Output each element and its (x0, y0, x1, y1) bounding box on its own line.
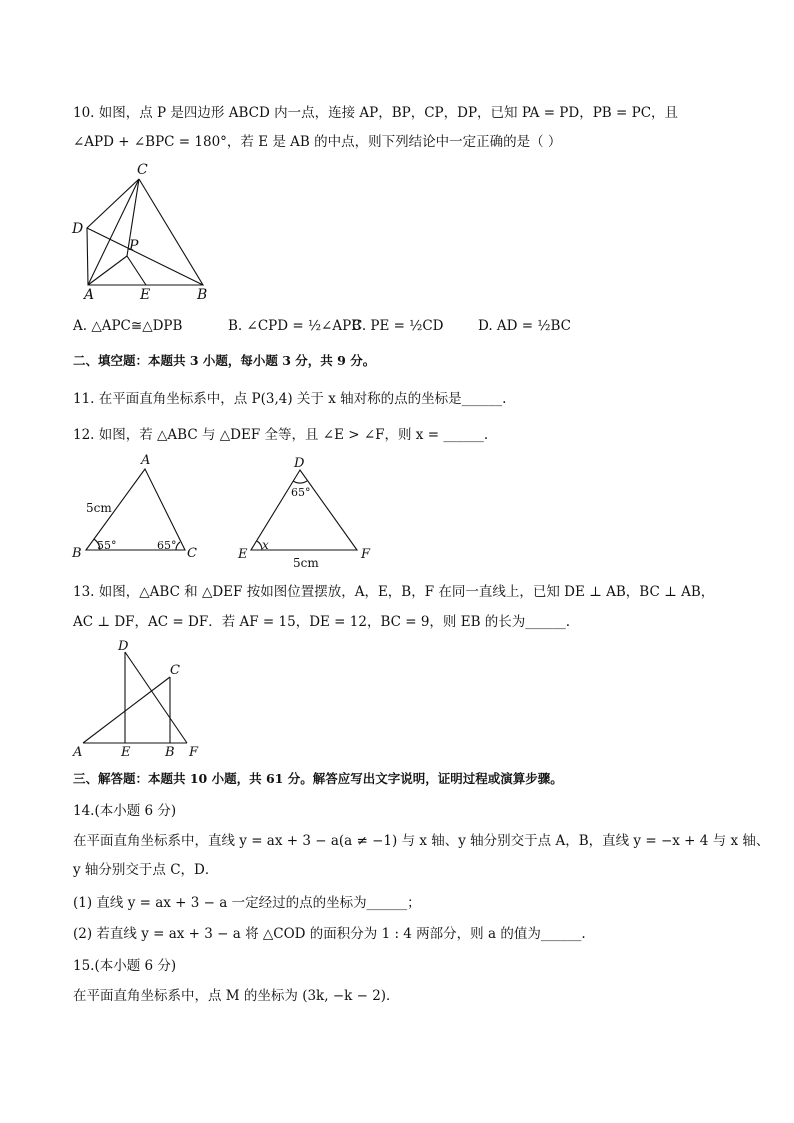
label-d: D (118, 639, 129, 654)
q10-figure (64, 158, 214, 307)
q10-option-b: B. ∠CPD = ½∠APB (228, 318, 362, 334)
label-e: E (140, 287, 151, 303)
angle-arc-d (293, 481, 307, 483)
label-c: C (137, 162, 148, 178)
q12-figure (64, 448, 384, 577)
tri1-side-ab: 5cm (86, 501, 112, 515)
tri2-label-e: E (238, 547, 248, 562)
q10-option-d: D. AD = ½BC (478, 318, 571, 334)
label-a: A (84, 287, 95, 303)
quad-outline (87, 179, 203, 285)
q14-part2: (2) 若直线 y = ax + 3 − a 将 △COD 的面积分为 1 : 4 两部分，则 a 的值为______. (73, 926, 586, 942)
tri1-label-b: B (72, 546, 82, 561)
q13-figure (64, 636, 214, 765)
label-p: P (129, 238, 139, 254)
q13-line1: 13. 如图，△ABC 和 △DEF 按如图位置摆放，A，E，B，F 在同一直线上，已知 DE ⊥ AB，BC ⊥ AB， (73, 584, 715, 600)
q12-text: 12. 如图，若 △ABC 与 △DEF 全等，且 ∠E > ∠F，则 x = ______. (73, 427, 489, 443)
segment-pe (127, 256, 146, 285)
tri2-label-d: D (294, 456, 305, 471)
q14-heading: 14.(本小题 6 分) (73, 803, 177, 819)
q13-line2: AC ⊥ DF，AC = DF．若 AF = 15，DE = 12，BC = 9，则 EB 的长为______. (73, 614, 571, 630)
tri2-angle-e: x (262, 538, 269, 552)
q15-heading: 15.(本小题 6 分) (73, 958, 177, 974)
section2-heading: 二、填空题：本题共 3 小题，每小题 3 分，共 9 分。 (73, 353, 376, 368)
tri1-angle-b: 55° (97, 539, 117, 552)
tri1-angle-c: 65° (157, 539, 177, 552)
perpendicular-diagram (64, 636, 214, 761)
label-c: C (170, 663, 180, 678)
label-e: E (121, 745, 131, 760)
q14-line1: 在平面直角坐标系中，直线 y = ax + 3 − a(a ≠ −1) 与 x 轴、y 轴分别交于点 A，B，直线 y = −x + 4 与 x 轴、 (73, 833, 770, 849)
q10-option-c: C. PE = ½CD (352, 318, 444, 334)
label-a: A (73, 745, 83, 760)
label-b: B (197, 287, 208, 303)
label-d: D (72, 221, 84, 237)
q11-text: 11. 在平面直角坐标系中，点 P(3,4) 关于 x 轴对称的点的坐标是______. (73, 391, 507, 407)
tri2-label-f: F (361, 547, 371, 562)
q14-part1: (1) 直线 y = ax + 3 − a 一定经过的点的坐标为______； (73, 895, 421, 911)
quadrilateral-diagram (64, 158, 214, 303)
tri1-label-c: C (187, 546, 197, 561)
tri2-side-ef: 5cm (293, 556, 319, 570)
q10-line2: ∠APD + ∠BPC = 180°，若 E 是 AB 的中点，则下列结论中一定正确的是（ ） (73, 134, 562, 150)
label-f: F (189, 745, 199, 760)
tri2-angle-d: 65° (291, 486, 311, 499)
label-b: B (165, 745, 175, 760)
q14-line2: y 轴分别交于点 C，D． (73, 862, 219, 878)
q10-line1: 10. 如图，点 P 是四边形 ABCD 内一点，连接 AP，BP，CP，DP，已知 PA = PD，PB = PC，且 (73, 105, 679, 121)
segment-ap (88, 256, 127, 285)
q10-option-a: A. △APC≅△DPB (73, 318, 183, 334)
two-triangles-diagram (64, 448, 384, 573)
segment-ac (83, 677, 170, 743)
q15-line1: 在平面直角坐标系中，点 M 的坐标为 (3k, −k − 2)． (73, 988, 400, 1004)
section3-heading: 三、解答题：本题共 10 小题，共 61 分。解答应写出文字说明，证明过程或演算步骤。 (73, 771, 563, 786)
tri1-label-a: A (141, 453, 151, 468)
angle-arc-c (176, 542, 180, 550)
